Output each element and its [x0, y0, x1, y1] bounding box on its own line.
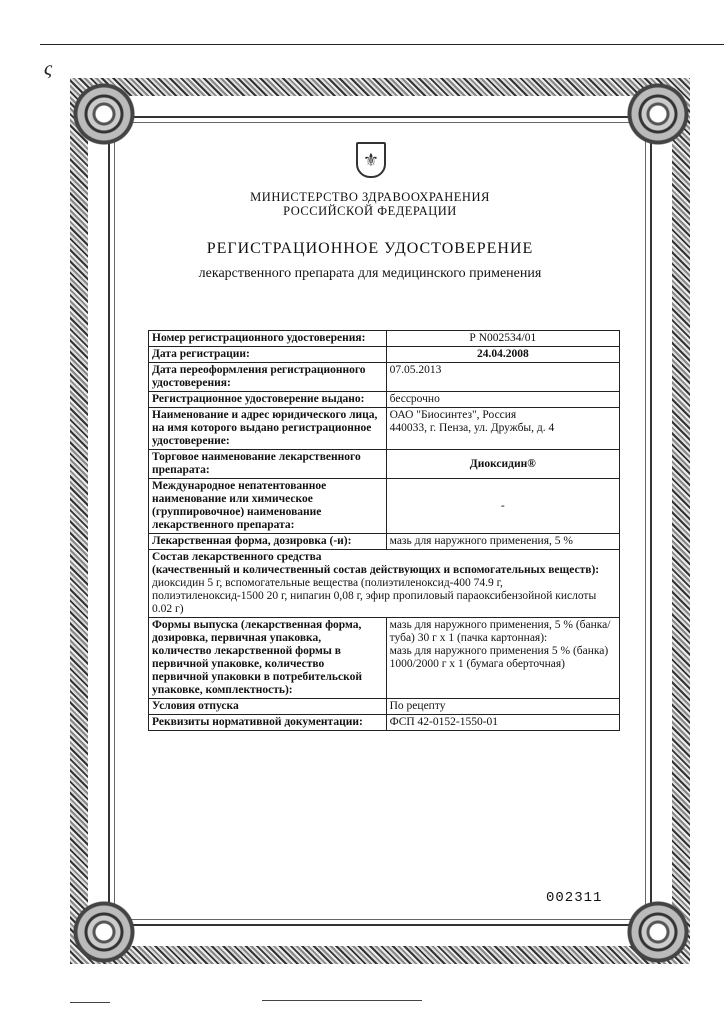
dispensing-label: Условия отпуска: [149, 699, 387, 715]
table-row: [149, 715, 620, 731]
holder-address: 440033, г. Пенза, ул. Дружбы, д. 4: [389, 422, 555, 434]
inn-value: -: [386, 479, 619, 534]
ministry-header: [200, 190, 540, 218]
table-row: [149, 363, 620, 392]
table-row: [149, 392, 620, 408]
reg-number-value: Р N002534/01: [386, 331, 619, 347]
table-row: [149, 534, 620, 550]
corner-rosette-top-right: [626, 82, 690, 146]
table-row: [149, 450, 620, 479]
issued-term-label: Регистрационное удостоверение выдано:: [149, 392, 387, 408]
normative-docs-label: Реквизиты нормативной документации:: [149, 715, 387, 731]
top-scan-line: [40, 44, 724, 45]
trade-name-value: Диоксидин®: [386, 450, 619, 479]
normative-docs-value: ФСП 42-0152-1550-01: [386, 715, 619, 731]
serial-number: 002311: [546, 890, 603, 906]
holder-value: [386, 408, 619, 450]
dosage-form-value: мазь для наружного применения, 5 %: [386, 534, 619, 550]
dosage-form-label: Лекарственная форма, дозировка (-и):: [149, 534, 387, 550]
reg-date-label: Дата регистрации:: [149, 347, 387, 363]
table-row: [149, 699, 620, 715]
release-forms-value: [386, 618, 619, 699]
inn-label: Международное непатентованное наименование или химическое (группировочное) наименование лекарственного препарата:: [149, 479, 387, 534]
bottom-scan-mark-left: [70, 1002, 110, 1003]
holder-name: ОАО "Биосинтез", Россия: [389, 409, 517, 421]
corner-rosette-bottom-left: [72, 900, 136, 964]
release-forms-label: Формы выпуска (лекарственная форма, дозировка, первичная упаковка, количество лекарственной формы в первичной упаковке, количество первичной упаковки в потребительской упаковке, комплектность):: [149, 618, 387, 699]
coat-of-arms-icon: ⚜: [356, 142, 386, 178]
corner-rosette-bottom-right: [626, 900, 690, 964]
dispensing-value: По рецепту: [386, 699, 619, 715]
reissue-date-value: 07.05.2013: [386, 363, 619, 392]
reissue-date-label: Дата переоформления регистрационного удостоверения:: [149, 363, 387, 392]
trade-name-label: Торговое наименование лекарственного препарата:: [149, 450, 387, 479]
composition-text: диоксидин 5 г, вспомогательные вещества (полиэтиленоксид-400 74.9 г, полиэтиленоксид-1500 20 г, нипагин 0,08 г, эфир пропиловый параоксибензойной кислоты 0.02 г): [152, 577, 597, 615]
handwritten-mark: ς: [44, 58, 53, 80]
ministry-line-1: МИНИСТЕРСТВО ЗДРАВООХРАНЕНИЯ: [250, 190, 490, 204]
release-form-2: мазь для наружного применения 5 % (банка) 1000/2000 г x 1 (бумага оберточная): [389, 645, 609, 670]
composition-header-1: Состав лекарственного средства: [152, 551, 322, 563]
ministry-line-2: РОССИЙСКОЙ ФЕДЕРАЦИИ: [283, 204, 457, 218]
holder-label: Наименование и адрес юридического лица, на имя которого выдано регистрационное удостоверение:: [149, 408, 387, 450]
composition-header-2: (качественный и количественный состав действующих и вспомогательных веществ):: [152, 564, 600, 576]
table-row: [149, 408, 620, 450]
composition-cell: [149, 550, 620, 618]
table-row: [149, 550, 620, 618]
table-row: [149, 479, 620, 534]
table-row: [149, 618, 620, 699]
reg-date-value: 24.04.2008: [386, 347, 619, 363]
table-row: [149, 347, 620, 363]
document-title: РЕГИСТРАЦИОННОЕ УДОСТОВЕРЕНИЕ: [206, 240, 534, 257]
reg-number-label: Номер регистрационного удостоверения:: [149, 331, 387, 347]
registration-table: [148, 330, 620, 731]
corner-rosette-top-left: [72, 82, 136, 146]
document-subtitle: лекарственного препарата для медицинского применения: [198, 266, 542, 281]
table-row: [149, 331, 620, 347]
issued-term-value: бессрочно: [386, 392, 619, 408]
release-form-1: мазь для наружного применения, 5 % (банка/туба) 30 г x 1 (пачка картонная):: [389, 619, 611, 644]
bottom-scan-mark-center: [262, 1000, 422, 1001]
